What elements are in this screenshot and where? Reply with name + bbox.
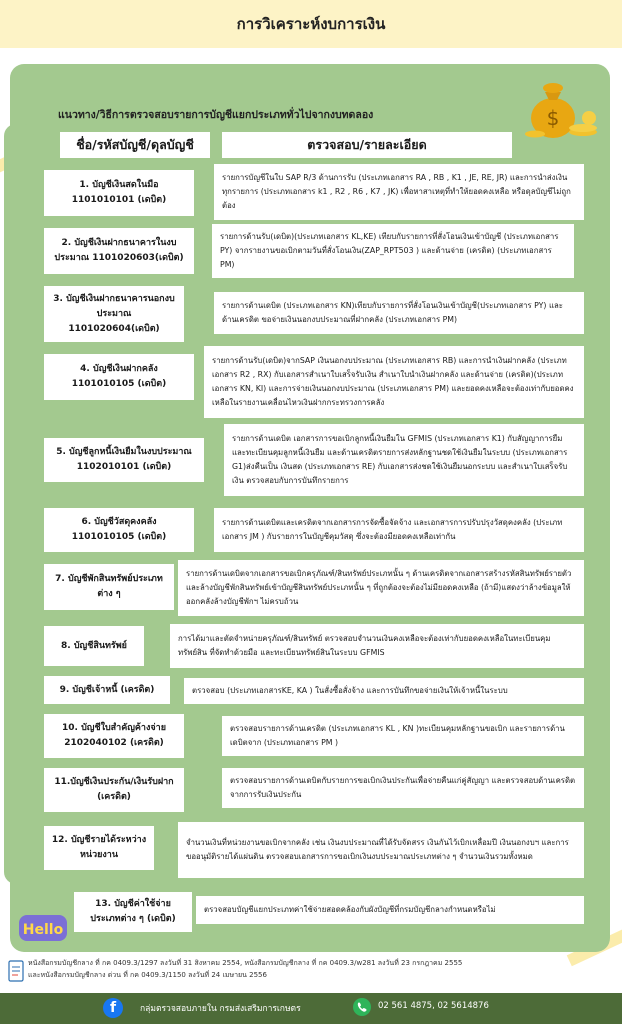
account-detail: รายการด้านเดบิตและเครดิตจากเอกสารการจัดซื้อจัดจ้าง และเอกสารการปรับปรุงวัสดุคงคลัง (ประเภทเอกสาร JM ) กับรายการในบัญชีคุมวัสดุ ซึ่งจะต้องมียอดคงเหลือเท่ากัน xyxy=(214,508,584,552)
account-detail: รายการด้านเดบิต เอกสารการขอเบิกลูกหนี้เงินยืมใน GFMIS (ประเภทเอกสาร K1) กับสัญญาการยืมและทะเบียนคุมลูกหนี้เงินยืม และด้านเครดิตรายการส่งหลักฐานชดใช้เงินยืมในระบบ (ประเภทเอกสาร G1)ส่งคืนเป็น เงินสด (ประเภทเอกสาร RE) กับเอกสารส่งชดใช้เงินยืมนอกระบบ และสำเนาใบเสร็จรับเงิน ตรวจสอบกับการบันทึกรายการ xyxy=(224,424,584,496)
reference-line-2: และหนังสือกรมบัญชีกลาง ด่วน ที่ กค 0409.3/1150 ลงวันที่ 24 เมษายน 2556 xyxy=(28,971,267,979)
account-detail: ตรวจสอบ (ประเภทเอกสารKE, KA ) ในสั่งซื้อสั่งจ้าง และการบันทึกขอจ่ายเงินให้เจ้าหนี้ในระบบ xyxy=(184,678,584,704)
page-title: การวิเคราะห์งบการเงิน xyxy=(236,15,386,33)
hello-text: Hello xyxy=(22,922,64,938)
account-name: 3. บัญชีเงินฝากธนาคารนอกงบประมาณ 1101020604(เดบิต) xyxy=(44,286,184,342)
document-icon xyxy=(8,960,24,982)
account-detail: การได้มาและตัดจำหน่ายครุภัณฑ์/สินทรัพย์ ตรวจสอบจำนวนเงินคงเหลือจะต้องเท่ากับยอดคงเหลือในทะเบียนคุมทรัพย์สิน ที่จัดทำด้วยมือ และทะเบียนทรัพย์สินในระบบ GFMIS xyxy=(170,624,584,668)
account-detail: ตรวจสอบรายการด้านเดบิตกับรายการขอเบิกเงินประกันเพื่อจ่ายคืนแก่คู่สัญญา และตรวจสอบด้านเครดิตจากการรับเงินประกัน xyxy=(222,768,584,808)
account-name: 4. บัญชีเงินฝากคลัง 1101010105 (เดบิต) xyxy=(44,354,194,400)
account-detail: รายการด้านเดบิตจากเอกสารขอเบิกครุภัณฑ์/สินทรัพย์ประเภทนั้น ๆ ด้านเครดิตจากเอกสารสร้างรหัสสินทรัพย์รายตัว และล้างบัญชีพักสินทรัพย์เข้าบัญชีสินทรัพย์ประเภทนั้น ๆ ที่ถูกต้องจะต้องไม่มียอดคงเหลือ (ถ้ามี)แสดงว่าล้างข้อมูลให้ออกคลังล้างบัญชีพักฯ ไม่ครบถ้วน xyxy=(178,560,584,616)
account-name: 11.บัญชีเงินประกัน/เงินรับฝาก (เครดิต) xyxy=(44,768,184,812)
svg-text:$: $ xyxy=(546,106,560,130)
phone-icon xyxy=(353,998,371,1016)
account-name: 5. บัญชีลูกหนี้เงินยืมในงบประมาณ 1102010101 (เดบิต) xyxy=(44,438,204,482)
hello-sticker xyxy=(18,912,68,944)
account-name: 9. บัญชีเจ้าหนี้ (เครดิต) xyxy=(44,676,170,704)
account-name: 13. บัญชีค่าใช้จ่ายประเภทต่าง ๆ (เดบิต) xyxy=(74,892,192,932)
account-name: 12. บัญชีรายได้ระหว่างหน่วยงาน xyxy=(44,826,154,870)
account-detail: รายการด้านเดบิต (ประเภทเอกสาร KN)เทียบกับรายการที่สั่งโอนเงินเข้าบัญชี(ประเภทเอกสาร PY) และด้านเครดิต ขอจ่ายเงินนอกงบประมาณที่ฝากคลัง (ประเภทเอกสาร PM) xyxy=(214,292,584,334)
account-detail: ตรวจสอบบัญชีแยกประเภทค่าใช้จ่ายสอดคล้องกับผังบัญชีที่กรมบัญชีกลางกำหนดหรือไม่ xyxy=(196,896,584,924)
account-detail: รายการด้านรับ(เดบิต)จากSAP เงินนอกงบประมาณ (ประเภทเอกสาร RB) และการนำเงินฝากคลัง (ประเภทเอกสาร R2 , RX) กับเอกสารสำเนาใบเสร็จรับเงิน สำเนาใบนำเงินฝากคลัง และด้านจ่าย (เครดิต)(ประเภทเอกสาร KN, KI) และการจ่ายเงินนอกงบประมาณ (ประเภทเอกสาร PM) และยอดคงเหลือจะต้องเท่ากับยอดคงเหลือในรายงานเคลื่อนไหวเงินฝากกระทรวงการคลัง xyxy=(204,346,584,418)
reference-line-1: หนังสือกรมบัญชีกลาง ที่ กค 0409.3/1297 ลงวันที่ 31 สิงหาคม 2554, หนังสือกรมบัญชีกลาง ที่ กค 0409.3/w281 ลงวันที่ 23 กรกฎาคม 2555 xyxy=(28,959,463,967)
account-name: 1. บัญชีเงินสดในมือ 1101010101 (เดบิต) xyxy=(44,170,194,216)
reference-note xyxy=(28,957,588,981)
account-detail: ตรวจสอบรายการด้านเครดิต (ประเภทเอกสาร KL , KN )ทะเบียนคุมหลักฐานขอเบิก และรายการด้านเดบิตจาก (ประเภทเอกสาร PM ) xyxy=(222,716,584,756)
title-bar xyxy=(0,0,622,48)
intro-text: แนวทาง/วิธีการตรวจสอบรายการบัญชีแยกประเภททั่วไปจากงบทดลอง xyxy=(58,109,374,121)
account-detail: รายการบัญชีในใบ SAP R/3 ด้านการรับ (ประเภทเอกสาร RA , RB , K1 , JE, RE, JR) และการนำส่งเงินทุกรายการ (ประเภทเอกสาร k1 , R2 , R6 , K7 , JK) เพื่อหาสาเหตุที่ทำให้ยอดคงเหลือ หรือดุลบัญชีไม่ถูกต้อง xyxy=(214,164,584,220)
account-name: 10. บัญชีใบสำคัญค้างจ่าย 2102040102 (เครดิต) xyxy=(44,714,184,758)
account-detail: จำนวนเงินที่หน่วยงานขอเบิกจากคลัง เช่น เงินงบประมาณที่ได้รับจัดสรร เงินกันไว้เบิกเหลื่อมปี เงินนอกงบฯ และการขออนุมัติรายได้แผ่นดิน ตรวจสอบเอกสารการขอเบิกเงินงบประมาณประเภทต่าง ๆ จำนวนเงินรวมทั้งหมด xyxy=(178,822,584,878)
money-bag-icon xyxy=(523,70,603,142)
account-name: 7. บัญชีพักสินทรัพย์ประเภทต่าง ๆ xyxy=(44,564,174,610)
header-account: ชื่อ/รหัสบัญชี/ดุลบัญชี xyxy=(60,132,210,158)
facebook-page-name[interactable]: กลุ่มตรวจสอบภายใน กรมส่งเสริมการเกษตร xyxy=(140,1004,301,1014)
account-name: 2. บัญชีเงินฝากธนาคารในงบประมาณ 1101020603(เดบิต) xyxy=(44,228,194,274)
account-detail: รายการด้านรับ(เดบิต)(ประเภทเอกสาร KL,KE) เทียบกับรายการที่สั่งโอนเงินเข้าบัญชี (ประเภทเอกสาร PY) จากรายงานขอเบิกตามวันที่สั่งโอนเงิน(ZAP_RPT503 ) และด้านจ่าย (เครดิต) (ประเภทเอกสาร PM) xyxy=(212,224,574,278)
footer-bar xyxy=(0,993,622,1024)
phone-number[interactable]: 02 561 4875, 02 5614876 xyxy=(378,1001,489,1011)
account-name: 6. บัญชีวัสดุคงคลัง 1101010105 (เดบิต) xyxy=(44,508,194,552)
account-name: 8. บัญชีสินทรัพย์ xyxy=(44,626,144,666)
facebook-icon[interactable]: f xyxy=(103,998,123,1018)
header-check: ตรวจสอบ/รายละเอียด xyxy=(222,132,512,158)
